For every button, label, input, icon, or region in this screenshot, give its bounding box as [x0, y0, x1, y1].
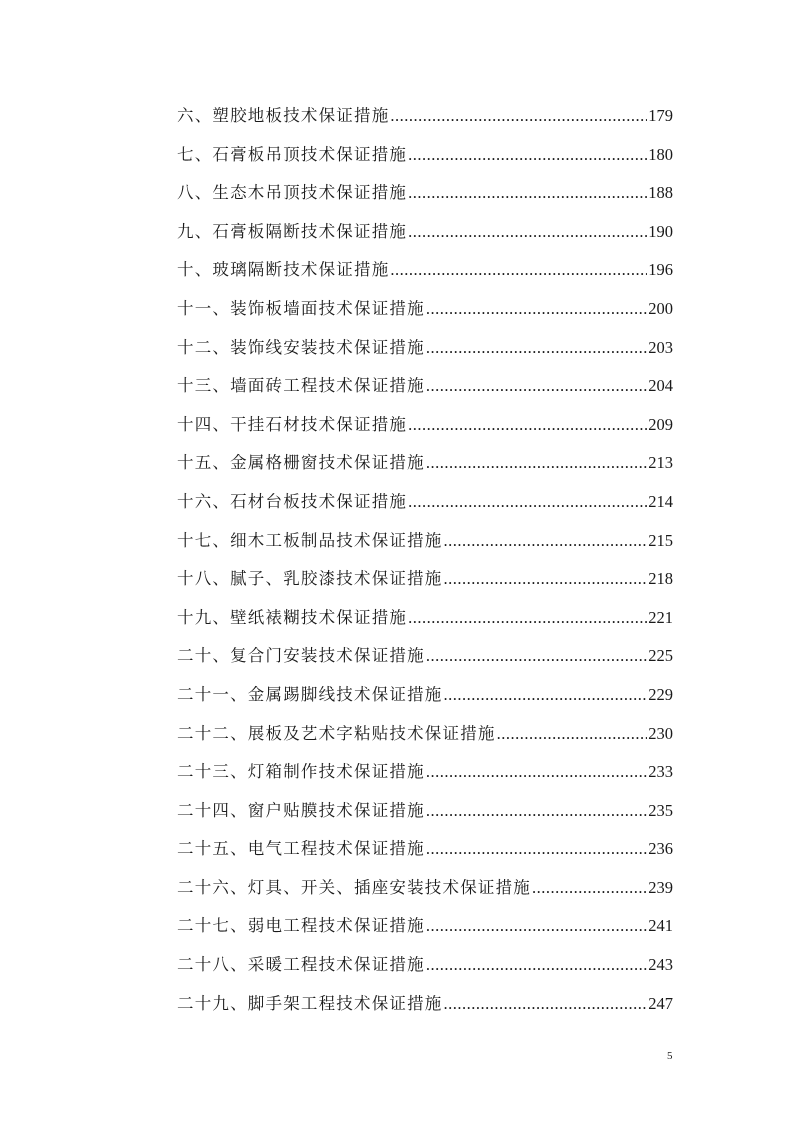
toc-entry-title: 二十二、展板及艺术字粘贴技术保证措施: [177, 723, 496, 743]
toc-entry-page: 229: [648, 684, 673, 704]
toc-entry-page: 196: [648, 260, 673, 280]
dot-leader: [426, 798, 647, 824]
toc-entry[interactable]: [177, 643, 673, 682]
toc-entry-page: 213: [648, 453, 673, 473]
toc-entry-page: 209: [648, 414, 673, 434]
toc-entry-title: 二十四、窗户贴膜技术保证措施: [177, 800, 425, 820]
toc-entry[interactable]: [177, 952, 673, 991]
toc-entry[interactable]: [177, 257, 673, 296]
toc-entry-page: 190: [648, 221, 673, 241]
toc-entry-page: 179: [648, 106, 673, 125]
toc-entry[interactable]: [177, 566, 673, 605]
dot-leader: [444, 566, 648, 592]
toc-entry[interactable]: [177, 296, 673, 335]
toc-entry-title: 七、石膏板吊顶技术保证措施: [177, 144, 408, 164]
toc-entry-page: 233: [648, 762, 673, 782]
toc-entry-title: 二十八、采暖工程技术保证措施: [177, 955, 425, 975]
toc-entry-page: 236: [648, 839, 673, 859]
toc-entry-title: 十七、细木工板制品技术保证措施: [177, 530, 443, 550]
toc-entry-page: 221: [648, 607, 673, 627]
dot-leader: [444, 991, 648, 1017]
dot-leader: [390, 103, 647, 129]
toc-entry-title: 十六、石材台板技术保证措施: [177, 491, 408, 511]
dot-leader: [426, 759, 647, 785]
dot-leader: [408, 180, 647, 206]
toc-entry-page: 215: [648, 530, 673, 550]
toc-entry[interactable]: [177, 142, 673, 181]
dot-leader: [497, 721, 648, 747]
dot-leader: [426, 335, 647, 361]
toc-entry-title: 十四、干挂石材技术保证措施: [177, 414, 408, 434]
toc-entry[interactable]: [177, 103, 673, 142]
dot-leader: [408, 142, 647, 168]
toc-entry[interactable]: [177, 721, 673, 760]
toc-entry[interactable]: [177, 412, 673, 451]
dot-leader: [444, 682, 648, 708]
dot-leader: [426, 450, 647, 476]
toc-entry-title: 二十一、金属踢脚线技术保证措施: [177, 684, 443, 704]
toc-entry-page: 247: [648, 993, 673, 1013]
toc-entry-title: 六、塑胶地板技术保证措施: [177, 106, 390, 125]
dot-leader: [390, 257, 647, 283]
toc-entry-title: 十八、腻子、乳胶漆技术保证措施: [177, 569, 443, 589]
toc-entry-title: 二十三、灯箱制作技术保证措施: [177, 762, 425, 782]
toc-entry-page: 188: [648, 183, 673, 203]
toc-entry[interactable]: [177, 759, 673, 798]
toc-entry-page: 218: [648, 569, 673, 589]
toc-entry-page: 180: [648, 144, 673, 164]
toc-entry[interactable]: [177, 605, 673, 644]
dot-leader: [426, 296, 647, 322]
toc-entry-title: 二十五、电气工程技术保证措施: [177, 839, 425, 859]
toc-entry-title: 八、生态木吊顶技术保证措施: [177, 183, 408, 203]
dot-leader: [408, 412, 647, 438]
toc-entry-title: 十五、金属格栅窗技术保证措施: [177, 453, 425, 473]
toc-entry-title: 十二、装饰线安装技术保证措施: [177, 337, 425, 357]
dot-leader: [444, 528, 648, 554]
toc-entry[interactable]: [177, 836, 673, 875]
toc-entry-page: 214: [648, 491, 673, 511]
toc-entry[interactable]: [177, 682, 673, 721]
toc-entry[interactable]: [177, 450, 673, 489]
toc-entry-page: 200: [648, 298, 673, 318]
dot-leader: [426, 836, 647, 862]
toc-entry[interactable]: [177, 528, 673, 567]
toc-entry-title: 二十九、脚手架工程技术保证措施: [177, 993, 443, 1013]
toc-entry[interactable]: [177, 798, 673, 837]
toc-entry-page: 239: [648, 877, 673, 897]
toc-entry-page: 203: [648, 337, 673, 357]
toc-entry-title: 十三、墙面砖工程技术保证措施: [177, 376, 425, 396]
dot-leader: [426, 643, 647, 669]
toc-entry[interactable]: [177, 991, 673, 1030]
toc-entry-page: 243: [648, 955, 673, 975]
toc-entry[interactable]: [177, 875, 673, 914]
dot-leader: [426, 952, 647, 978]
dot-leader: [426, 913, 647, 939]
toc-entry-title: 十一、装饰板墙面技术保证措施: [177, 298, 425, 318]
toc-entry[interactable]: [177, 219, 673, 258]
toc-entry[interactable]: [177, 913, 673, 952]
toc-entry[interactable]: [177, 489, 673, 528]
toc-entry-title: 十、玻璃隔断技术保证措施: [177, 260, 390, 280]
toc-entry[interactable]: [177, 180, 673, 219]
toc-entry-page: 235: [648, 800, 673, 820]
dot-leader: [426, 373, 647, 399]
page-number: 5: [667, 1050, 673, 1062]
toc-entry-title: 九、石膏板隔断技术保证措施: [177, 221, 408, 241]
table-of-contents: [177, 103, 673, 1029]
toc-entry[interactable]: [177, 335, 673, 374]
toc-entry-title: 十九、壁纸裱糊技术保证措施: [177, 607, 408, 627]
toc-entry-page: 241: [648, 916, 673, 936]
dot-leader: [408, 489, 647, 515]
toc-entry-page: 204: [648, 376, 673, 396]
toc-entry-page: 225: [648, 646, 673, 666]
toc-entry-page: 230: [648, 723, 673, 743]
toc-entry[interactable]: [177, 373, 673, 412]
dot-leader: [408, 219, 647, 245]
toc-entry-title: 二十七、弱电工程技术保证措施: [177, 916, 425, 936]
dot-leader: [408, 605, 647, 631]
toc-entry-title: 二十六、灯具、开关、插座安装技术保证措施: [177, 877, 531, 897]
dot-leader: [532, 875, 647, 901]
toc-entry-title: 二十、复合门安装技术保证措施: [177, 646, 425, 666]
